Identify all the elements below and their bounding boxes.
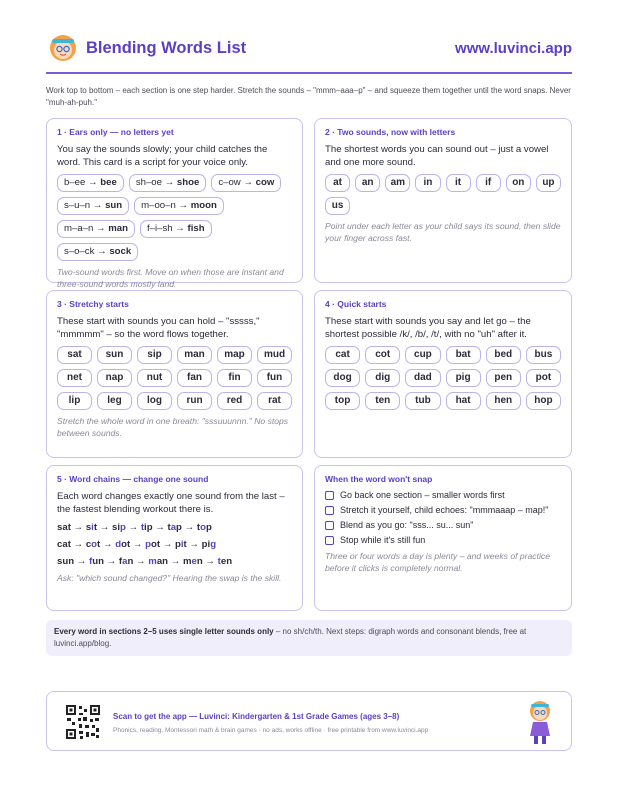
word-pill: nap <box>97 369 132 387</box>
section-title: 2 · Two sounds, now with letters <box>325 127 456 137</box>
word-pill: dad <box>405 369 440 387</box>
word-pill: bus <box>526 346 561 364</box>
section-desc: These start with sounds you say and let go – the shortest possible /k/, /b/, /t/, with no "uh" after it. <box>325 316 531 340</box>
word-chain-list <box>57 521 292 568</box>
word-pill: cat <box>325 346 360 364</box>
word-pill: pig <box>446 369 481 387</box>
section-desc: You say the sounds slowly; your child catches the word. This card is a script for your voice only. <box>57 144 268 168</box>
footnote <box>46 620 572 656</box>
section-title: When the word won't snap <box>325 474 433 484</box>
word-pill-grid <box>325 174 561 215</box>
word-pill: map <box>217 346 252 364</box>
word-pill: us <box>325 197 350 215</box>
word-pill: nut <box>137 369 172 387</box>
section-4-card <box>314 290 572 458</box>
section-title: 5 · Word chains — change one sound <box>57 474 209 484</box>
sound-pill: m–oo–n → moon <box>134 197 224 215</box>
word-pill: bed <box>486 346 521 364</box>
word-pill: it <box>446 174 471 192</box>
word-pill: hat <box>446 392 481 410</box>
sound-pill: f–i–sh → fish <box>140 220 212 238</box>
word-pill: log <box>137 392 172 410</box>
checkbox-icon[interactable] <box>325 506 334 515</box>
word-pill: on <box>506 174 531 192</box>
footer-subtitle: Phonics, reading, Montessori math & brain games · no ads, works offline · free printable from www.luvinci.app <box>113 727 429 734</box>
word-pill: top <box>325 392 360 410</box>
girl-mascot-icon <box>523 698 557 746</box>
app-promo-footer <box>46 691 572 751</box>
section-note: Point under each letter as your child says its sound, then slide your finger across fast. <box>325 221 561 243</box>
tip-item: Go back one section – smaller words first <box>325 490 561 500</box>
word-pill: mud <box>257 346 292 364</box>
section-desc: The shortest words you can sound out – just a vowel and one more sound. <box>325 144 549 168</box>
section-note: Three or four words a day is plenty – and weeks of practice before it clicks is completely normal. <box>325 551 550 573</box>
header-divider <box>46 72 572 74</box>
word-pill: fin <box>217 369 252 387</box>
word-pill: up <box>536 174 561 192</box>
word-pill: cot <box>365 346 400 364</box>
section-desc: Each word changes exactly one sound from the last – the fastest blending workout there is. <box>57 491 285 515</box>
tip-item: Blend as you go: "sss... su... sun" <box>325 520 561 530</box>
word-pill: man <box>177 346 212 364</box>
sound-pill: s–u–n → sun <box>57 197 129 215</box>
section-title: 1 · Ears only — no letters yet <box>57 127 174 137</box>
section-1-card <box>46 118 303 289</box>
word-pill: hen <box>486 392 521 410</box>
word-pill: net <box>57 369 92 387</box>
word-pill: an <box>355 174 380 192</box>
page-title: Blending Words List <box>86 39 247 57</box>
word-chain: cat → cot → dot → pot → pit → pig <box>57 539 217 550</box>
footer-title: Scan to get the app — Luvinci: Kindergarten & 1st Grade Games (ages 3–8) <box>113 712 400 721</box>
word-pill: red <box>217 392 252 410</box>
section-title: 3 · Stretchy starts <box>57 299 129 309</box>
section-note: Stretch the whole word in one breath: "sssuuunnn." No stops between sounds. <box>57 416 289 438</box>
word-pill: run <box>177 392 212 410</box>
word-pill: pot <box>526 369 561 387</box>
section-desc: These start with sounds you can hold – "sssss," "mmmmm" – so the word flows together. <box>57 316 260 340</box>
footnote-bold: Every word in sections 2–5 uses single letter sounds only <box>54 627 274 636</box>
word-pill: pen <box>486 369 521 387</box>
word-pill: in <box>415 174 440 192</box>
page-header <box>46 30 572 68</box>
intro-text: Work top to bottom – each section is one step harder. Stretch the sounds – "mmm–aaa–p" – and squeeze them together until the word snaps. Never "muh-ah-puh." <box>46 86 571 107</box>
sound-pill: s–o–ck → sock <box>57 243 138 261</box>
footnote-rest: – no sh/ch/th. Next steps: digraph words and consonant blends, free at luvinci.app/blog. <box>54 627 527 648</box>
word-pill: dig <box>365 369 400 387</box>
word-pill: fun <box>257 369 292 387</box>
checkbox-icon[interactable] <box>325 536 334 545</box>
checkbox-icon[interactable] <box>325 491 334 500</box>
word-pill-grid <box>325 346 561 410</box>
site-url[interactable]: www.luvinci.app <box>455 40 572 57</box>
word-pill: bat <box>446 346 481 364</box>
sound-pill: m–a–n → man <box>57 220 135 238</box>
word-pill: sip <box>137 346 172 364</box>
section-3-card <box>46 290 303 458</box>
word-pill-grid <box>57 346 292 410</box>
word-pill: fan <box>177 369 212 387</box>
word-pill: sat <box>57 346 92 364</box>
word-pill: leg <box>97 392 132 410</box>
section-note: Ask: "which sound changed?" Hearing the swap is the skill. <box>57 573 282 583</box>
word-pill: if <box>476 174 501 192</box>
tips-card <box>314 465 572 611</box>
section-2-card <box>314 118 572 283</box>
word-pill: hop <box>526 392 561 410</box>
qr-code-icon[interactable] <box>65 704 101 740</box>
word-pill: cup <box>405 346 440 364</box>
word-pill: at <box>325 174 350 192</box>
section-note: Two-sound words first. Move on when those are instant and three-sound words mostly land. <box>57 267 284 289</box>
checkbox-icon[interactable] <box>325 521 334 530</box>
word-pill: lip <box>57 392 92 410</box>
word-pill: rat <box>257 392 292 410</box>
sound-pill: sh–oe → shoe <box>129 174 206 192</box>
section-title: 4 · Quick starts <box>325 299 387 309</box>
word-chain: sat → sit → sip → tip → tap → top <box>57 522 212 533</box>
section-5-card <box>46 465 303 611</box>
tip-item: Stretch it yourself, child echoes: "mmmaaap – map!" <box>325 505 561 515</box>
word-pill: ten <box>365 392 400 410</box>
word-chain: sun → fun → fan → man → men → ten <box>57 556 233 567</box>
sound-pill: c–ow → cow <box>211 174 281 192</box>
girl-mascot-icon <box>46 30 80 64</box>
sound-pill-list <box>57 174 292 261</box>
word-pill: tub <box>405 392 440 410</box>
word-pill: sun <box>97 346 132 364</box>
tip-item: Stop while it's still fun <box>325 535 561 545</box>
sound-pill: b–ee → bee <box>57 174 124 192</box>
word-pill: am <box>385 174 410 192</box>
word-pill: dog <box>325 369 360 387</box>
